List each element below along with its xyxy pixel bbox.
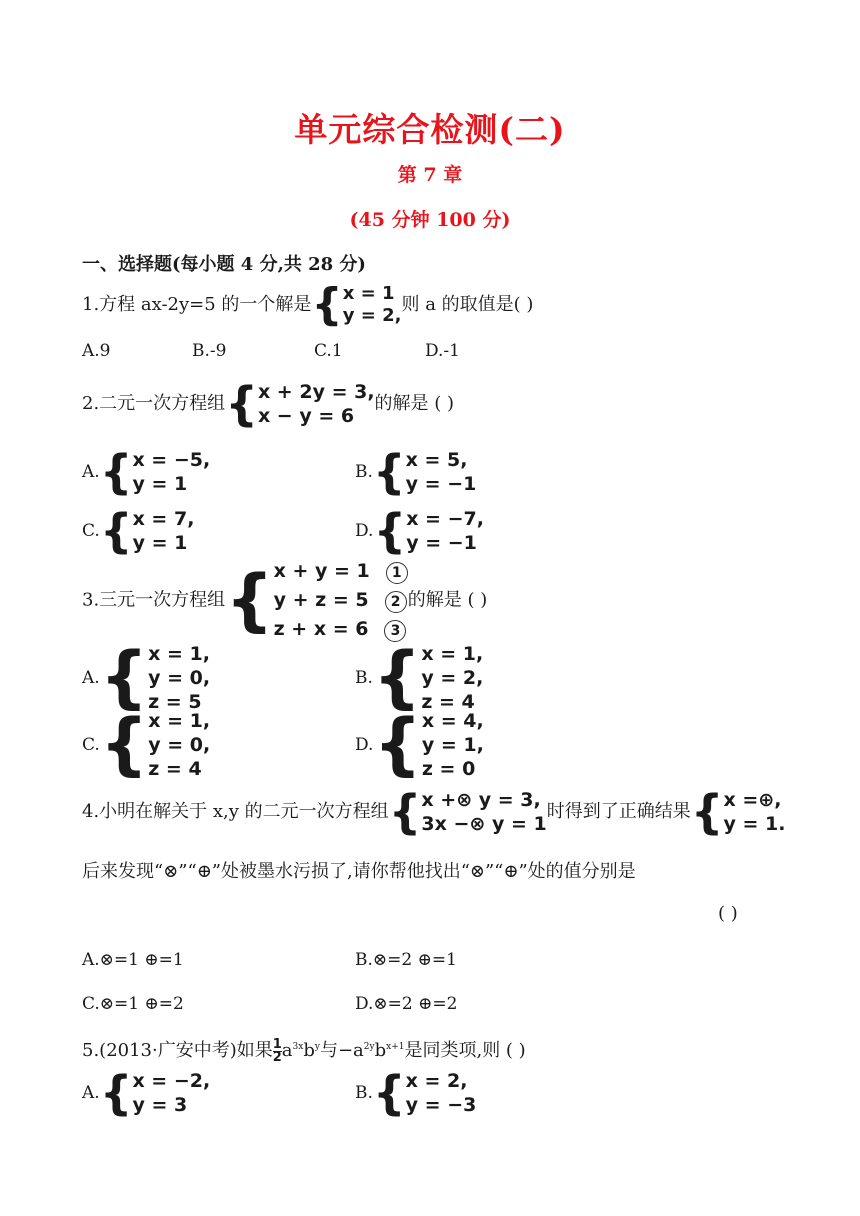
q1-option-a: A.9 [82, 341, 111, 361]
q4-stem: 4.小明在解关于 x,y 的二元一次方程组 [82, 801, 389, 822]
q2-eq1: x + 2y = 3, [257, 381, 375, 403]
q3-option-a: A. { x = 1, y = 0, z = 5 [82, 638, 211, 717]
q2-system: { x + 2y = 3, x − y = 6 [225, 377, 375, 431]
q1-system: { x = 1 y = 2, [311, 279, 402, 330]
chapter-label: 第 7 章 [397, 164, 463, 186]
q1-eq2: y = 2, [342, 305, 402, 326]
circled-number-3: 3 [384, 620, 406, 642]
q4-option-d: D.⊗=2 ⊕=2 [355, 994, 458, 1014]
q2-eq2: x − y = 6 [257, 405, 355, 427]
q2-option-b: B. { x = 5, y = −1 [355, 445, 477, 499]
question-4 [82, 785, 786, 839]
q1-option-d: D.-1 [425, 341, 460, 361]
q1-stem: 1.方程 ax-2y=5 的一个解是 [82, 294, 312, 315]
q4-answer-paren: ( ) [718, 903, 738, 924]
q4-line2: 后来发现“⊗”“⊕”处被墨水污损了,请你帮他找出“⊗”“⊕”处的值分别是 [82, 861, 636, 882]
q1-option-b: B.-9 [192, 341, 227, 361]
question-2 [82, 377, 455, 431]
q3-option-c: C. { x = 1, y = 0, z = 4 [82, 705, 211, 784]
time-score: (45 分钟 100 分) [349, 209, 511, 231]
q3-stem: 3.三元一次方程组 [82, 589, 226, 611]
q5-stem: 5.(2013·广安中考)如果 [82, 1040, 273, 1061]
circled-number-1: 1 [386, 562, 408, 584]
q4-result: { x =⊕, y = 1. [690, 785, 786, 839]
q5-option-a: A. { x = −2, y = 3 [82, 1066, 211, 1120]
q5-tail: 是同类项,则 ( ) [404, 1040, 526, 1061]
section-heading: 一、选择题(每小题 4 分,共 28 分) [82, 254, 366, 275]
question-5: 5.(2013·广安中考)如果 $\frac{1}{2}$ $a^{3x}b^y$与$-a^{2y}b^{x+1}$是同类项,则 ( ) [82, 1036, 526, 1065]
q1-tail: 则 a 的取值是( ) [401, 294, 534, 315]
q3-tail: 的解是 ( ) [407, 589, 488, 611]
q2-option-d: D. { x = −7, y = −1 [355, 504, 484, 558]
page-title: 单元综合检测(二) [294, 110, 566, 149]
q2-option-a: A. { x = −5, y = 1 [82, 445, 211, 499]
q5-fraction: $\frac{1}{2}$ [272, 1036, 282, 1065]
circled-number-2: 2 [385, 591, 407, 613]
q1-eq1: x = 1 [342, 283, 395, 304]
q3-system: { x + y = 1 1 y + z = 5 2 z + x = 6 3 [225, 557, 408, 644]
q4-option-a: A.⊗=1 ⊕=1 [82, 950, 184, 970]
q2-option-c: C. { x = 7, y = 1 [82, 504, 195, 558]
question-3 [82, 557, 487, 644]
q3-option-d: D. { x = 4, y = 1, z = 0 [355, 705, 484, 784]
q4-option-c: C.⊗=1 ⊕=2 [82, 994, 184, 1014]
q2-tail: 的解是 ( ) [374, 393, 455, 414]
q2-stem: 2.二元一次方程组 [82, 393, 226, 414]
q4-system: { x +⊗ y = 3, 3x −⊗ y = 1 [388, 785, 547, 839]
q5-option-b: B. { x = 2, y = −3 [355, 1066, 477, 1120]
q3-option-b: B. { x = 1, y = 2, z = 4 [355, 638, 484, 717]
q4-mid: 时得到了正确结果 [546, 801, 691, 822]
q1-option-c: C.1 [314, 341, 343, 361]
question-1 [82, 279, 534, 330]
q4-option-b: B.⊗=2 ⊕=1 [355, 950, 457, 970]
